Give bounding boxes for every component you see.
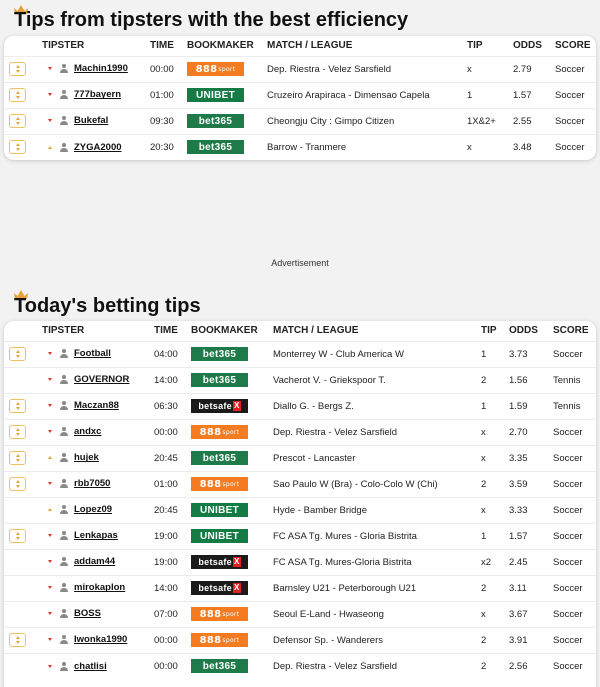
bookmaker-cell xyxy=(191,627,273,653)
score-cell: Soccer xyxy=(555,108,596,134)
user-icon xyxy=(60,116,68,125)
todays-tips-rows xyxy=(4,341,596,679)
trend-down-icon xyxy=(48,638,52,641)
header-bookmaker: BOOKMAKER xyxy=(187,40,254,52)
bookmaker-name: 888 xyxy=(199,426,222,438)
header-odds: ODDS xyxy=(513,40,542,52)
tipster-link[interactable]: andxc xyxy=(74,426,102,438)
header-odds: ODDS xyxy=(509,325,538,337)
time-cell: 01:00 xyxy=(150,82,187,108)
table-row xyxy=(4,627,596,653)
expand-toggle-button[interactable] xyxy=(9,399,26,413)
user-icon xyxy=(60,635,68,644)
time-cell: 07:00 xyxy=(154,601,191,627)
tip-cell: 1 xyxy=(467,82,513,108)
table-row xyxy=(4,393,596,419)
bookmaker-name: betsafe xyxy=(198,583,232,593)
header-tipster: TIPSTER xyxy=(42,40,85,52)
match-cell: FC ASA Tg. Mures-Gloria Bistrita xyxy=(273,549,481,575)
score-cell: Soccer xyxy=(553,549,596,575)
tip-cell: x xyxy=(467,134,513,160)
time-cell: 20:30 xyxy=(150,134,187,160)
user-icon xyxy=(60,349,68,358)
bookmaker-name: 888 xyxy=(199,634,222,646)
score-cell: Soccer xyxy=(553,471,596,497)
match-cell: Dep. Riestra - Velez Sarsfield xyxy=(273,419,481,445)
match-cell: Sao Paulo W (Bra) - Colo-Colo W (Chi) xyxy=(273,471,481,497)
expand-toggle-button[interactable] xyxy=(9,633,26,647)
user-icon xyxy=(60,531,68,540)
score-cell: Soccer xyxy=(553,653,596,679)
tip-cell: 1X&2+ xyxy=(467,108,513,134)
todays-tips-table xyxy=(4,321,596,679)
bookmaker-cell xyxy=(187,82,267,108)
tipster-link[interactable]: Machin1990 xyxy=(74,63,128,75)
bookmaker-888sport-logo[interactable] xyxy=(191,425,248,439)
tipster-link[interactable]: 777bayern xyxy=(74,89,122,101)
trend-down-icon xyxy=(48,560,52,563)
tipster-link[interactable]: addam44 xyxy=(74,556,116,568)
bookmaker-cell xyxy=(191,523,273,549)
bookmaker-cell xyxy=(191,575,273,601)
time-cell: 14:00 xyxy=(154,367,191,393)
trend-up-icon xyxy=(48,146,52,149)
bookmaker-name: betsafe xyxy=(198,401,232,411)
expand-toggle-button[interactable] xyxy=(9,347,26,361)
table-row xyxy=(4,549,596,575)
odds-cell: 3.48 xyxy=(513,134,555,160)
trend-down-icon xyxy=(48,93,52,96)
score-cell: Soccer xyxy=(553,497,596,523)
tipster-link[interactable]: Lopez09 xyxy=(74,504,113,516)
bookmaker-cell xyxy=(191,445,273,471)
table-row xyxy=(4,56,596,82)
tipster-link[interactable]: rbb7050 xyxy=(74,478,111,490)
odds-cell: 1.59 xyxy=(509,393,553,419)
expand-toggle-button[interactable] xyxy=(9,140,26,154)
time-cell: 01:00 xyxy=(154,471,191,497)
user-icon xyxy=(60,609,68,618)
bookmaker-suffix: sport xyxy=(222,610,240,618)
header-bookmaker: BOOKMAKER xyxy=(191,325,258,337)
bookmaker-cell xyxy=(191,653,273,679)
tip-cell: 2 xyxy=(481,653,509,679)
tipster-link[interactable]: chatlisi xyxy=(74,660,107,672)
table-row xyxy=(4,341,596,367)
bookmaker-bet365-logo[interactable]: bet365 xyxy=(191,451,248,465)
trend-down-icon xyxy=(48,404,52,407)
section-title-best-efficiency: Tips from tipsters with the best efficiency xyxy=(14,9,409,31)
tipster-link[interactable]: ZYGA2000 xyxy=(74,141,122,153)
score-cell: Soccer xyxy=(553,445,596,471)
expand-toggle-button[interactable] xyxy=(9,88,26,102)
expand-toggle-button[interactable] xyxy=(9,477,26,491)
tipster-link[interactable]: GOVERNOR xyxy=(74,374,130,386)
header-time: TIME xyxy=(150,40,174,52)
match-cell: Defensor Sp. - Wanderers xyxy=(273,627,481,653)
user-icon xyxy=(60,401,68,410)
tip-cell: x xyxy=(481,419,509,445)
bookmaker-unibet-logo[interactable]: UNIBET xyxy=(191,503,248,517)
tip-cell: 2 xyxy=(481,627,509,653)
bookmaker-suffix: sport xyxy=(222,428,240,436)
bookmaker-888sport-logo[interactable] xyxy=(191,477,248,491)
tip-cell: 1 xyxy=(481,393,509,419)
match-cell: Dep. Riestra - Velez Sarsfield xyxy=(273,653,481,679)
odds-cell: 3.91 xyxy=(509,627,553,653)
score-cell: Soccer xyxy=(553,627,596,653)
bookmaker-name: 888 xyxy=(199,608,222,620)
tip-cell: 2 xyxy=(481,575,509,601)
time-cell: 00:00 xyxy=(150,56,187,82)
tip-cell: x xyxy=(481,497,509,523)
time-cell: 19:00 xyxy=(154,549,191,575)
user-icon xyxy=(60,64,68,73)
bookmaker-bet365-logo[interactable]: bet365 xyxy=(187,140,244,154)
bookmaker-betsafe-logo[interactable] xyxy=(191,555,248,569)
todays-tips-table-card xyxy=(4,321,596,687)
bookmaker-suffix: sport xyxy=(218,65,236,73)
score-cell: Tennis xyxy=(553,393,596,419)
odds-cell: 1.57 xyxy=(513,82,555,108)
bookmaker-888sport-logo[interactable] xyxy=(187,62,244,76)
time-cell: 00:00 xyxy=(154,419,191,445)
odds-cell: 3.73 xyxy=(509,341,553,367)
bookmaker-cell xyxy=(191,341,273,367)
score-cell: Soccer xyxy=(553,341,596,367)
tipster-link[interactable]: Football xyxy=(74,348,111,360)
match-cell: Diallo G. - Bergs Z. xyxy=(273,393,481,419)
best-efficiency-rows xyxy=(4,56,596,160)
bookmaker-cell xyxy=(191,367,273,393)
bookmaker-cell xyxy=(191,471,273,497)
odds-cell: 2.79 xyxy=(513,56,555,82)
table-row xyxy=(4,497,596,523)
match-cell: Cheongju City : Gimpo Citizen xyxy=(267,108,467,134)
tipster-link[interactable]: BOSS xyxy=(74,608,101,620)
expand-toggle-button[interactable] xyxy=(9,529,26,543)
table-header-row xyxy=(4,36,596,56)
match-cell: Prescot - Lancaster xyxy=(273,445,481,471)
trend-down-icon xyxy=(48,534,52,537)
odds-cell: 2.55 xyxy=(513,108,555,134)
score-cell: Soccer xyxy=(553,575,596,601)
odds-cell: 1.56 xyxy=(509,367,553,393)
score-cell: Soccer xyxy=(555,56,596,82)
header-match: MATCH / LEAGUE xyxy=(273,325,359,337)
bookmaker-cell xyxy=(191,601,273,627)
bookmaker-bet365-logo[interactable]: bet365 xyxy=(191,347,248,361)
bookmaker-cell xyxy=(191,419,273,445)
table-row xyxy=(4,82,596,108)
user-icon xyxy=(60,479,68,488)
tipster-link[interactable]: mirokaplon xyxy=(74,582,126,594)
tip-cell: x2 xyxy=(481,549,509,575)
time-cell: 14:00 xyxy=(154,575,191,601)
match-cell: Hyde - Bamber Bridge xyxy=(273,497,481,523)
bookmaker-suffix: X xyxy=(233,401,240,410)
user-icon xyxy=(60,557,68,566)
expand-toggle-button[interactable] xyxy=(9,451,26,465)
user-icon xyxy=(60,453,68,462)
bookmaker-cell xyxy=(191,497,273,523)
tip-cell: x xyxy=(467,56,513,82)
user-icon xyxy=(60,662,68,671)
user-icon xyxy=(60,375,68,384)
user-icon xyxy=(60,427,68,436)
match-cell: FC ASA Tg. Mures - Gloria Bistrita xyxy=(273,523,481,549)
table-row xyxy=(4,471,596,497)
section-title-todays-tips: Today's betting tips xyxy=(14,295,201,317)
time-cell: 04:00 xyxy=(154,341,191,367)
table-row xyxy=(4,575,596,601)
table-row xyxy=(4,445,596,471)
time-cell: 06:30 xyxy=(154,393,191,419)
header-score: SCORE xyxy=(553,325,589,337)
user-icon xyxy=(60,143,68,152)
bookmaker-888sport-logo[interactable] xyxy=(191,607,248,621)
table-header-row xyxy=(4,321,596,341)
trend-down-icon xyxy=(48,586,52,589)
table-row xyxy=(4,653,596,679)
score-cell: Soccer xyxy=(553,523,596,549)
bookmaker-cell xyxy=(191,549,273,575)
trend-down-icon xyxy=(48,665,52,668)
score-cell: Soccer xyxy=(553,419,596,445)
odds-cell: 2.70 xyxy=(509,419,553,445)
bookmaker-cell xyxy=(187,134,267,160)
table-row xyxy=(4,108,596,134)
odds-cell: 3.67 xyxy=(509,601,553,627)
tip-cell: 2 xyxy=(481,367,509,393)
trend-down-icon xyxy=(48,378,52,381)
header-tip: TIP xyxy=(467,40,483,52)
expand-toggle-button[interactable] xyxy=(9,114,26,128)
bookmaker-name: 888 xyxy=(195,63,218,75)
time-cell: 19:00 xyxy=(154,523,191,549)
expand-toggle-button[interactable] xyxy=(9,425,26,439)
header-tipster: TIPSTER xyxy=(42,325,85,337)
match-cell: Seoul E-Land - Hwaseong xyxy=(273,601,481,627)
score-cell: Soccer xyxy=(553,601,596,627)
tip-cell: x xyxy=(481,445,509,471)
odds-cell: 2.45 xyxy=(509,549,553,575)
match-cell: Monterrey W - Club America W xyxy=(273,341,481,367)
trend-down-icon xyxy=(48,119,52,122)
table-row xyxy=(4,134,596,160)
odds-cell: 3.59 xyxy=(509,471,553,497)
header-tip: TIP xyxy=(481,325,497,337)
match-cell: Barnsley U21 - Peterborough U21 xyxy=(273,575,481,601)
best-efficiency-table-card xyxy=(4,36,596,160)
time-cell: 00:00 xyxy=(154,627,191,653)
bookmaker-suffix: sport xyxy=(222,480,240,488)
user-icon xyxy=(60,583,68,592)
header-time: TIME xyxy=(154,325,178,337)
bookmaker-bet365-logo[interactable]: bet365 xyxy=(191,373,248,387)
score-cell: Tennis xyxy=(553,367,596,393)
expand-toggle-button[interactable] xyxy=(9,62,26,76)
tipster-link[interactable]: Iwonka1990 xyxy=(74,634,128,646)
table-row xyxy=(4,367,596,393)
tipster-link[interactable]: Bukefal xyxy=(74,115,109,127)
score-cell: Soccer xyxy=(555,82,596,108)
tip-cell: 2 xyxy=(481,471,509,497)
user-icon xyxy=(60,90,68,99)
bookmaker-cell xyxy=(191,393,273,419)
bookmaker-suffix: X xyxy=(233,583,240,592)
user-icon xyxy=(60,505,68,514)
score-cell: Soccer xyxy=(555,134,596,160)
bookmaker-name: 888 xyxy=(199,478,222,490)
bookmaker-cell xyxy=(187,108,267,134)
trend-up-icon xyxy=(48,456,52,459)
trend-down-icon xyxy=(48,67,52,70)
table-row xyxy=(4,601,596,627)
match-cell: Cruzeiro Arapiraca - Dimensao Capela xyxy=(267,82,467,108)
header-score: SCORE xyxy=(555,40,591,52)
trend-down-icon xyxy=(48,482,52,485)
bookmaker-suffix: sport xyxy=(222,636,240,644)
tipster-link[interactable]: Lenkapas xyxy=(74,530,118,542)
trend-down-icon xyxy=(48,352,52,355)
bookmaker-betsafe-logo[interactable] xyxy=(191,399,248,413)
header-match: MATCH / LEAGUE xyxy=(267,40,353,52)
bookmaker-unibet-logo[interactable]: UNIBET xyxy=(191,529,248,543)
match-cell: Dep. Riestra - Velez Sarsfield xyxy=(267,56,467,82)
bookmaker-suffix: X xyxy=(233,557,240,566)
time-cell: 20:45 xyxy=(154,497,191,523)
odds-cell: 3.11 xyxy=(509,575,553,601)
time-cell: 00:00 xyxy=(154,653,191,679)
bookmaker-name: betsafe xyxy=(198,557,232,567)
odds-cell: 2.56 xyxy=(509,653,553,679)
table-row xyxy=(4,419,596,445)
advertisement-label: Advertisement xyxy=(271,258,329,268)
tipster-link[interactable]: Maczan88 xyxy=(74,400,119,412)
time-cell: 20:45 xyxy=(154,445,191,471)
match-cell: Vacherot V. - Griekspoor T. xyxy=(273,367,481,393)
bookmaker-betsafe-logo[interactable] xyxy=(191,581,248,595)
odds-cell: 3.33 xyxy=(509,497,553,523)
match-cell: Barrow - Tranmere xyxy=(267,134,467,160)
table-row xyxy=(4,523,596,549)
best-efficiency-table xyxy=(4,36,596,160)
time-cell: 09:30 xyxy=(150,108,187,134)
bookmaker-888sport-logo[interactable] xyxy=(191,633,248,647)
bookmaker-cell xyxy=(187,56,267,82)
tipster-link[interactable]: hujek xyxy=(74,452,99,464)
bookmaker-bet365-logo[interactable]: bet365 xyxy=(187,114,244,128)
tip-cell: x xyxy=(481,601,509,627)
trend-down-icon xyxy=(48,430,52,433)
trend-up-icon xyxy=(48,508,52,511)
tip-cell: 1 xyxy=(481,523,509,549)
trend-down-icon xyxy=(48,612,52,615)
odds-cell: 3.35 xyxy=(509,445,553,471)
tip-cell: 1 xyxy=(481,341,509,367)
bookmaker-bet365-logo[interactable]: bet365 xyxy=(191,659,248,673)
bookmaker-unibet-logo[interactable]: UNIBET xyxy=(187,88,244,102)
odds-cell: 1.57 xyxy=(509,523,553,549)
